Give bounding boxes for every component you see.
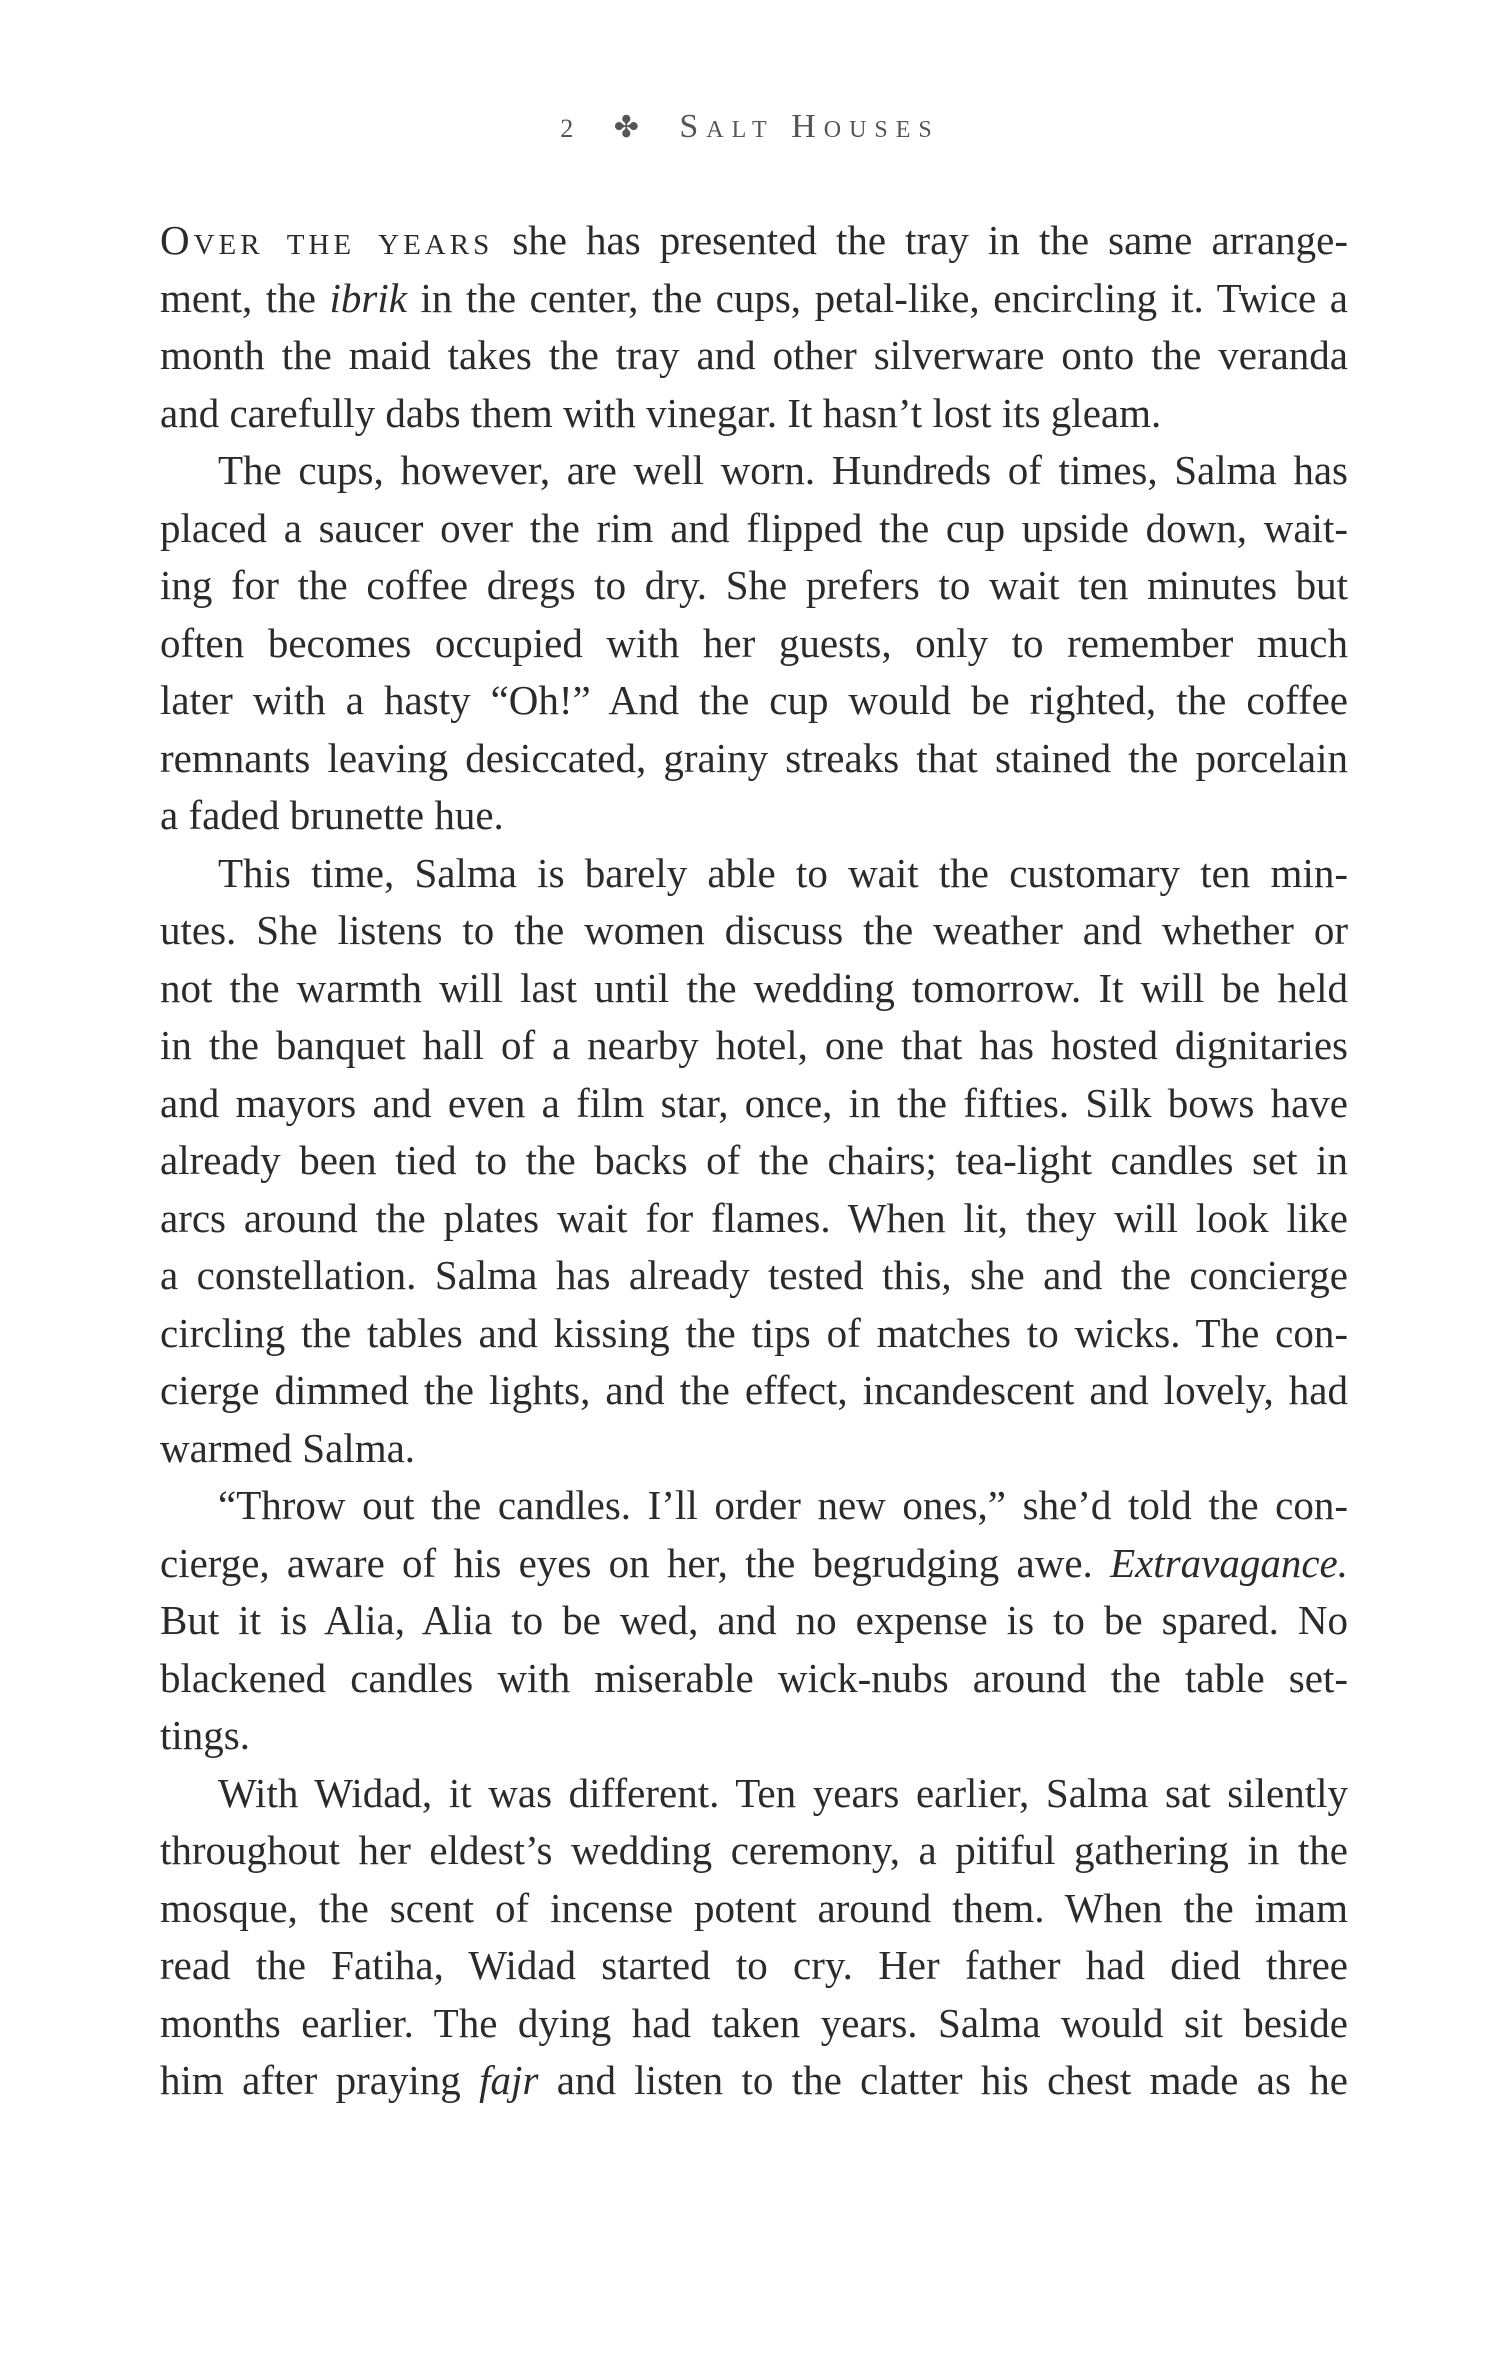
- text-line: [160, 1190, 1348, 1248]
- text-run: cierge dimmed the lights, and the effect, incandescent and lovely, had: [160, 1367, 1348, 1413]
- text-line: [160, 1765, 1348, 1823]
- text-line: [160, 1017, 1348, 1075]
- text-run: But it is Alia, Alia to be wed, and no expense is to be spared. No: [160, 1597, 1348, 1643]
- italic-word: Extravagance.: [1110, 1539, 1348, 1586]
- text-line: [160, 1075, 1348, 1133]
- text-run: she has presented the tray in the same arrange-: [493, 217, 1348, 263]
- text-run: a faded brunette hue.: [160, 792, 504, 838]
- text-run: often becomes occupied with her guests, only to remember much: [160, 619, 1348, 666]
- text-line: [160, 1362, 1348, 1420]
- text-run: This time, Salma is barely able to wait the customary ten min-: [218, 849, 1348, 896]
- text-run: him after praying: [160, 2057, 480, 2103]
- text-run: and carefully dabs them with vinegar. It hasn’t lost its gleam.: [160, 389, 1162, 436]
- text-run: utes. She listens to the women discuss the weather and whether or: [160, 907, 1348, 953]
- text-run: a constellation. Salma has already tested this, she and the concierge: [160, 1252, 1348, 1298]
- page-number: 2: [560, 114, 579, 143]
- text-line: [160, 1132, 1348, 1190]
- text-run: ment, the: [160, 274, 330, 321]
- text-run: not the warmth will last until the wedding tomorrow. It will be held: [160, 964, 1348, 1011]
- text-line: [160, 960, 1348, 1018]
- text-line: [160, 672, 1348, 730]
- text-line: [160, 615, 1348, 673]
- text-line: [160, 270, 1348, 328]
- text-line: [160, 1880, 1348, 1938]
- text-line: [160, 845, 1348, 903]
- text-line: [160, 442, 1348, 500]
- book-title: Salt Houses: [679, 108, 940, 145]
- text-line: [160, 1247, 1348, 1305]
- text-line: [160, 1822, 1348, 1880]
- text-line: [160, 730, 1348, 788]
- text-run: ing for the coffee dregs to dry. She prefers to wait ten minutes but: [160, 562, 1348, 608]
- text-line: [160, 1420, 1348, 1478]
- text-run: cierge, aware of his eyes on her, the begrudging awe.: [160, 1539, 1111, 1586]
- text-line: [160, 1707, 1348, 1765]
- text-line: [160, 1937, 1348, 1995]
- text-line: [160, 500, 1348, 558]
- text-run: already been tied to the backs of the chairs; tea-light candles set in: [160, 1137, 1348, 1183]
- text-run: The cups, however, are well worn. Hundreds of times, Salma has: [218, 447, 1348, 493]
- running-header: [0, 108, 1500, 146]
- text-run: “Throw out the candles. I’ll order new ones,” she’d told the con-: [218, 1482, 1348, 1528]
- small-caps-opening: Over the years: [160, 217, 494, 263]
- text-line: [160, 902, 1348, 960]
- text-run: months earlier. The dying had taken years. Salma would sit beside: [160, 1999, 1348, 2046]
- text-run: read the Fatiha, Widad started to cry. Her father had died three: [160, 1942, 1348, 1988]
- text-line: [160, 1477, 1348, 1535]
- text-line: [160, 2052, 1348, 2110]
- text-run: circling the tables and kissing the tips of matches to wicks. The con-: [160, 1309, 1348, 1356]
- text-line: [160, 385, 1348, 443]
- text-run: month the maid takes the tray and other silverware onto the veranda: [160, 332, 1348, 378]
- text-line: [160, 327, 1348, 385]
- text-run: and listen to the clatter his chest made as he: [538, 2057, 1348, 2103]
- text-run: blackened candles with miserable wick-nubs around the table set-: [160, 1654, 1348, 1701]
- text-line: [160, 212, 1348, 270]
- text-line: [160, 1592, 1348, 1650]
- text-line: [160, 1650, 1348, 1708]
- text-run: later with a hasty “Oh!” And the cup would be righted, the coffee: [160, 677, 1348, 723]
- text-line: [160, 1995, 1348, 2053]
- text-run: throughout her eldest’s wedding ceremony, a pitiful gathering in the: [160, 1827, 1348, 1873]
- text-line: [160, 1305, 1348, 1363]
- body-text: [160, 212, 1348, 2110]
- text-run: tings.: [160, 1712, 250, 1758]
- text-run: warmed Salma.: [160, 1424, 416, 1471]
- text-line: [160, 1535, 1348, 1593]
- text-line: [160, 787, 1348, 845]
- text-run: and mayors and even a film star, once, in the fifties. Silk bows have: [160, 1079, 1348, 1126]
- text-run: placed a saucer over the rim and flipped the cup upside down, wait-: [160, 504, 1348, 551]
- text-run: mosque, the scent of incense potent around them. When the imam: [160, 1884, 1348, 1931]
- text-run: remnants leaving desiccated, grainy streaks that stained the porcelain: [160, 734, 1348, 781]
- text-line: [160, 557, 1348, 615]
- fleuron-icon: ✤: [613, 111, 644, 144]
- text-run: in the center, the cups, petal-like, encircling it. Twice a: [406, 274, 1348, 321]
- italic-word: ibrik: [329, 274, 407, 321]
- text-run: With Widad, it was different. Ten years earlier, Salma sat silently: [218, 1769, 1348, 1816]
- text-run: in the banquet hall of a nearby hotel, one that has hosted dignitaries: [160, 1022, 1348, 1068]
- italic-word: fajr: [479, 2057, 539, 2103]
- text-run: arcs around the plates wait for flames. When lit, they will look like: [160, 1194, 1348, 1241]
